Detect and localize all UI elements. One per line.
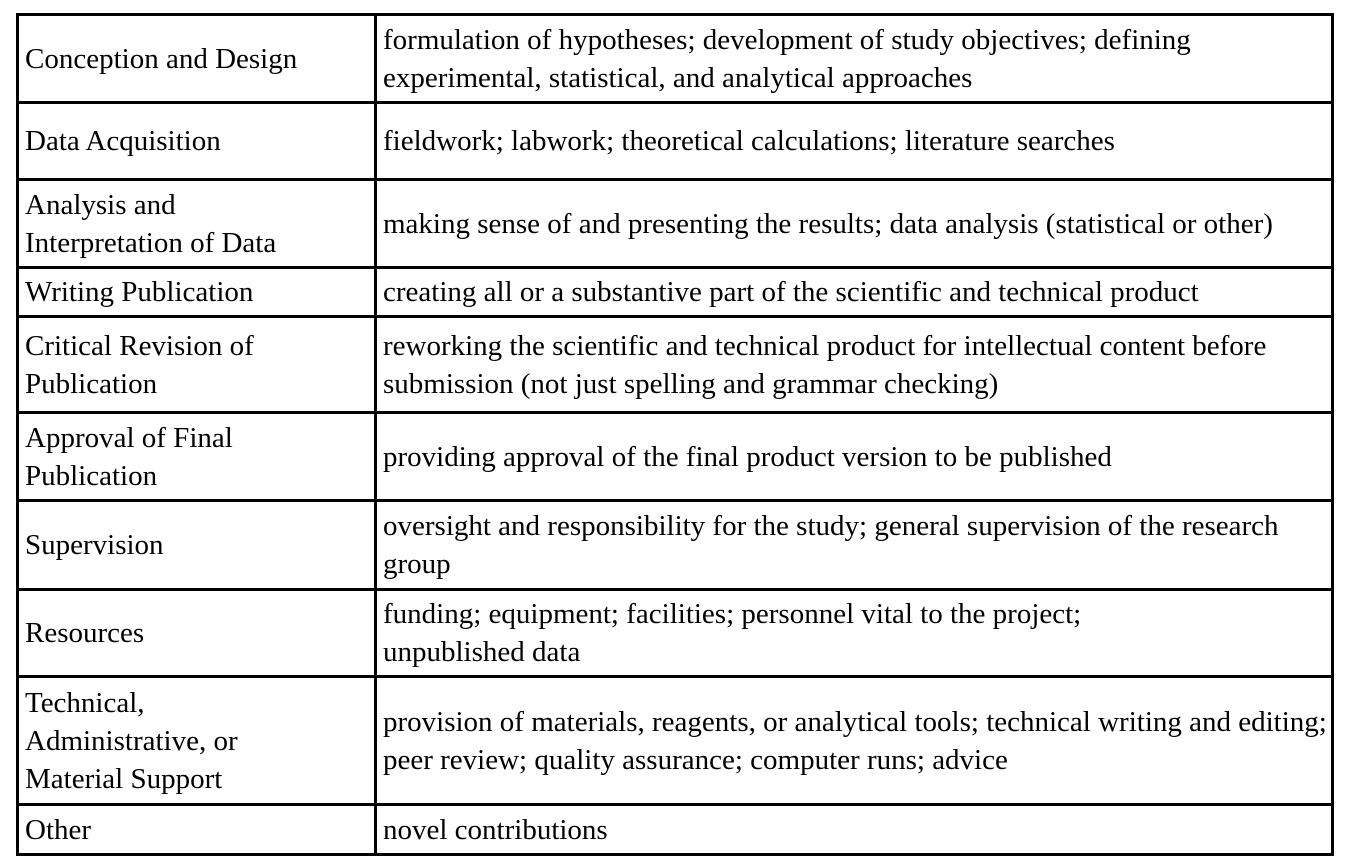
description-cell: oversight and responsibility for the study; general supervision of the research group bbox=[376, 501, 1333, 590]
table-row bbox=[18, 103, 1333, 180]
table-row bbox=[18, 180, 1333, 268]
role-cell: Technical, Administrative, or Material Support bbox=[18, 677, 376, 805]
description-cell: funding; equipment; facilities; personnel vital to the project; unpublished data bbox=[376, 590, 1333, 677]
description-cell: novel contributions bbox=[376, 805, 1333, 855]
description-cell: making sense of and presenting the results; data analysis (statistical or other) bbox=[376, 180, 1333, 268]
role-cell: Critical Revision of Publication bbox=[18, 317, 376, 413]
contribution-table-container bbox=[16, 13, 1331, 853]
description-cell: reworking the scientific and technical product for intellectual content before submission (not just spelling and grammar checking) bbox=[376, 317, 1333, 413]
contribution-table bbox=[16, 13, 1334, 856]
table-row bbox=[18, 805, 1333, 855]
table-row bbox=[18, 268, 1333, 317]
table-row bbox=[18, 413, 1333, 501]
role-cell: Other bbox=[18, 805, 376, 855]
table-row bbox=[18, 317, 1333, 413]
role-cell: Data Acquisition bbox=[18, 103, 376, 180]
description-cell: fieldwork; labwork; theoretical calculations; literature searches bbox=[376, 103, 1333, 180]
description-cell: formulation of hypotheses; development of study objectives; defining experimental, statistical, and analytical approaches bbox=[376, 15, 1333, 103]
table-row bbox=[18, 15, 1333, 103]
role-cell: Conception and Design bbox=[18, 15, 376, 103]
role-cell: Supervision bbox=[18, 501, 376, 590]
description-cell: provision of materials, reagents, or analytical tools; technical writing and editing; peer review; quality assurance; computer runs; advice bbox=[376, 677, 1333, 805]
description-cell: creating all or a substantive part of the scientific and technical product bbox=[376, 268, 1333, 317]
role-cell: Approval of Final Publication bbox=[18, 413, 376, 501]
description-cell: providing approval of the final product version to be published bbox=[376, 413, 1333, 501]
table-row bbox=[18, 501, 1333, 590]
role-cell: Writing Publication bbox=[18, 268, 376, 317]
table-row bbox=[18, 590, 1333, 677]
role-cell: Resources bbox=[18, 590, 376, 677]
table-row bbox=[18, 677, 1333, 805]
role-cell: Analysis and Interpretation of Data bbox=[18, 180, 376, 268]
